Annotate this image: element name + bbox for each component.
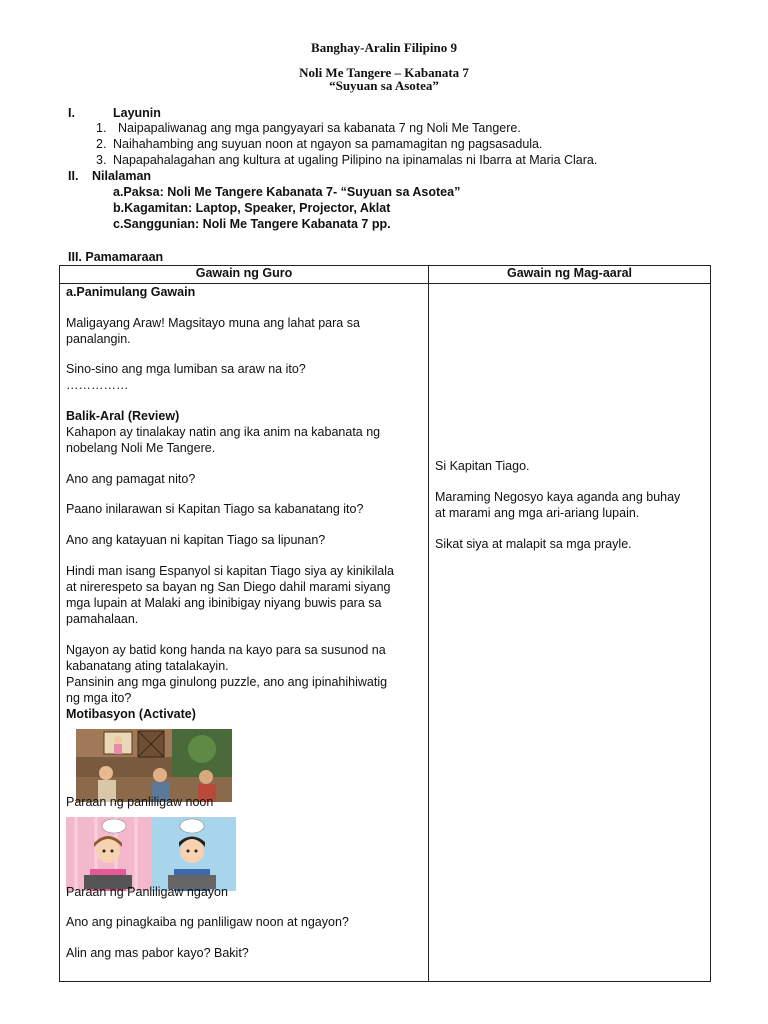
teacher-line: …………… [66, 378, 129, 392]
procedure-table [59, 265, 711, 982]
teacher-line: nobelang Noli Me Tangere. [66, 441, 216, 455]
lesson-subtitle: Noli Me Tangere – Kabanata 7 [299, 65, 469, 80]
teacher-line: Maligayang Araw! Magsitayo muna ang lahat para sa [66, 316, 360, 330]
teacher-line: Pansinin ang mga ginulong puzzle, ano ang ipinahihiwatig [66, 675, 388, 689]
objective-number: 2. [96, 137, 107, 151]
section1-numeral: I. [68, 106, 75, 120]
teacher-line: panalangin. [66, 332, 131, 346]
teacher-line: pamahalaan. [66, 612, 139, 626]
teacher-question: Ano ang katayuan ni kapitan Tiago sa lipunan? [66, 533, 326, 547]
today-courtship-caption: Paraan ng Panliligaw ngayon [66, 885, 228, 899]
teacher-question: Paano inilarawan si Kapitan Tiago sa kabanatang ito? [66, 502, 364, 516]
section2-numeral: II. [68, 169, 79, 183]
section3-label: III. Pamamaraan [68, 250, 164, 264]
student-answer: Si Kapitan Tiago. [435, 459, 530, 473]
teacher-line: mga lupain at Malaki ang ibinibigay niyang buwis para sa [66, 596, 382, 610]
motivation-heading: Motibasyon (Activate) [66, 707, 196, 721]
student-column-header: Gawain ng Mag-aaral [429, 266, 711, 284]
student-answer: Maraming Negosyo kaya aganda ang buhay [435, 490, 681, 504]
teacher-column-header: Gawain ng Guro [60, 266, 429, 284]
section1-label: Layunin [113, 106, 161, 120]
courtship-past-illustration [76, 729, 232, 802]
teacher-question: Ano ang pinagkaiba ng panliligaw noon at ngayon? [66, 915, 349, 929]
objective-number: 1. [96, 121, 107, 135]
intro-activity-heading: a.Panimulang Gawain [66, 285, 196, 299]
content-references: c.Sanggunian: Noli Me Tangere Kabanata 7 pp. [113, 217, 391, 231]
review-heading: Balik-Aral (Review) [66, 409, 180, 423]
objective-2: Naihahambing ang suyuan noon at ngayon sa pamamagitan ng pagsasadula. [113, 137, 543, 151]
courtship-today-illustration [66, 817, 236, 891]
student-activities-cell [429, 284, 711, 982]
past-courtship-caption: Paraan ng panliligaw noon [66, 795, 214, 809]
teacher-line: Sino-sino ang mga lumiban sa araw na ito? [66, 362, 306, 376]
content-topic: a.Paksa: Noli Me Tangere Kabanata 7- “Suyuan sa Asotea” [113, 185, 461, 199]
teacher-question: Ano ang pamagat nito? [66, 472, 196, 486]
teacher-line: Kahapon ay tinalakay natin ang ika anim na kabanata ng [66, 425, 381, 439]
teacher-line: Hindi man isang Espanyol si kapitan Tiago siya ay kinikilala [66, 564, 394, 578]
teacher-question: Alin ang mas pabor kayo? Bakit? [66, 946, 249, 960]
content-materials: b.Kagamitan: Laptop, Speaker, Projector, Aklat [113, 201, 391, 215]
section2-label: Nilalaman [92, 169, 152, 183]
teacher-line: at nirerespeto sa bayan ng San Diego dahil marami siyang [66, 580, 391, 594]
student-answer: Sikat siya at malapit sa mga prayle. [435, 537, 632, 551]
teacher-line: Ngayon ay batid kong handa na kayo para sa susunod na [66, 643, 386, 657]
objective-3: Napapahalagahan ang kultura at ugaling Pilipino na ipinamalas ni Ibarra at Maria Clara. [113, 153, 598, 167]
document-title: Banghay-Aralin Filipino 9 [311, 40, 457, 55]
teacher-line: kabanatang ating tatalakayin. [66, 659, 229, 673]
teacher-activities-cell [60, 284, 429, 982]
chapter-title: “Suyuan sa Asotea” [329, 78, 439, 93]
teacher-line: ng mga ito? [66, 691, 132, 705]
student-answer: at marami ang mga ari-ariang lupain. [435, 506, 640, 520]
objective-1: Naipapaliwanag ang mga pangyayari sa kabanata 7 ng Noli Me Tangere. [118, 121, 521, 135]
objective-number: 3. [96, 153, 107, 167]
